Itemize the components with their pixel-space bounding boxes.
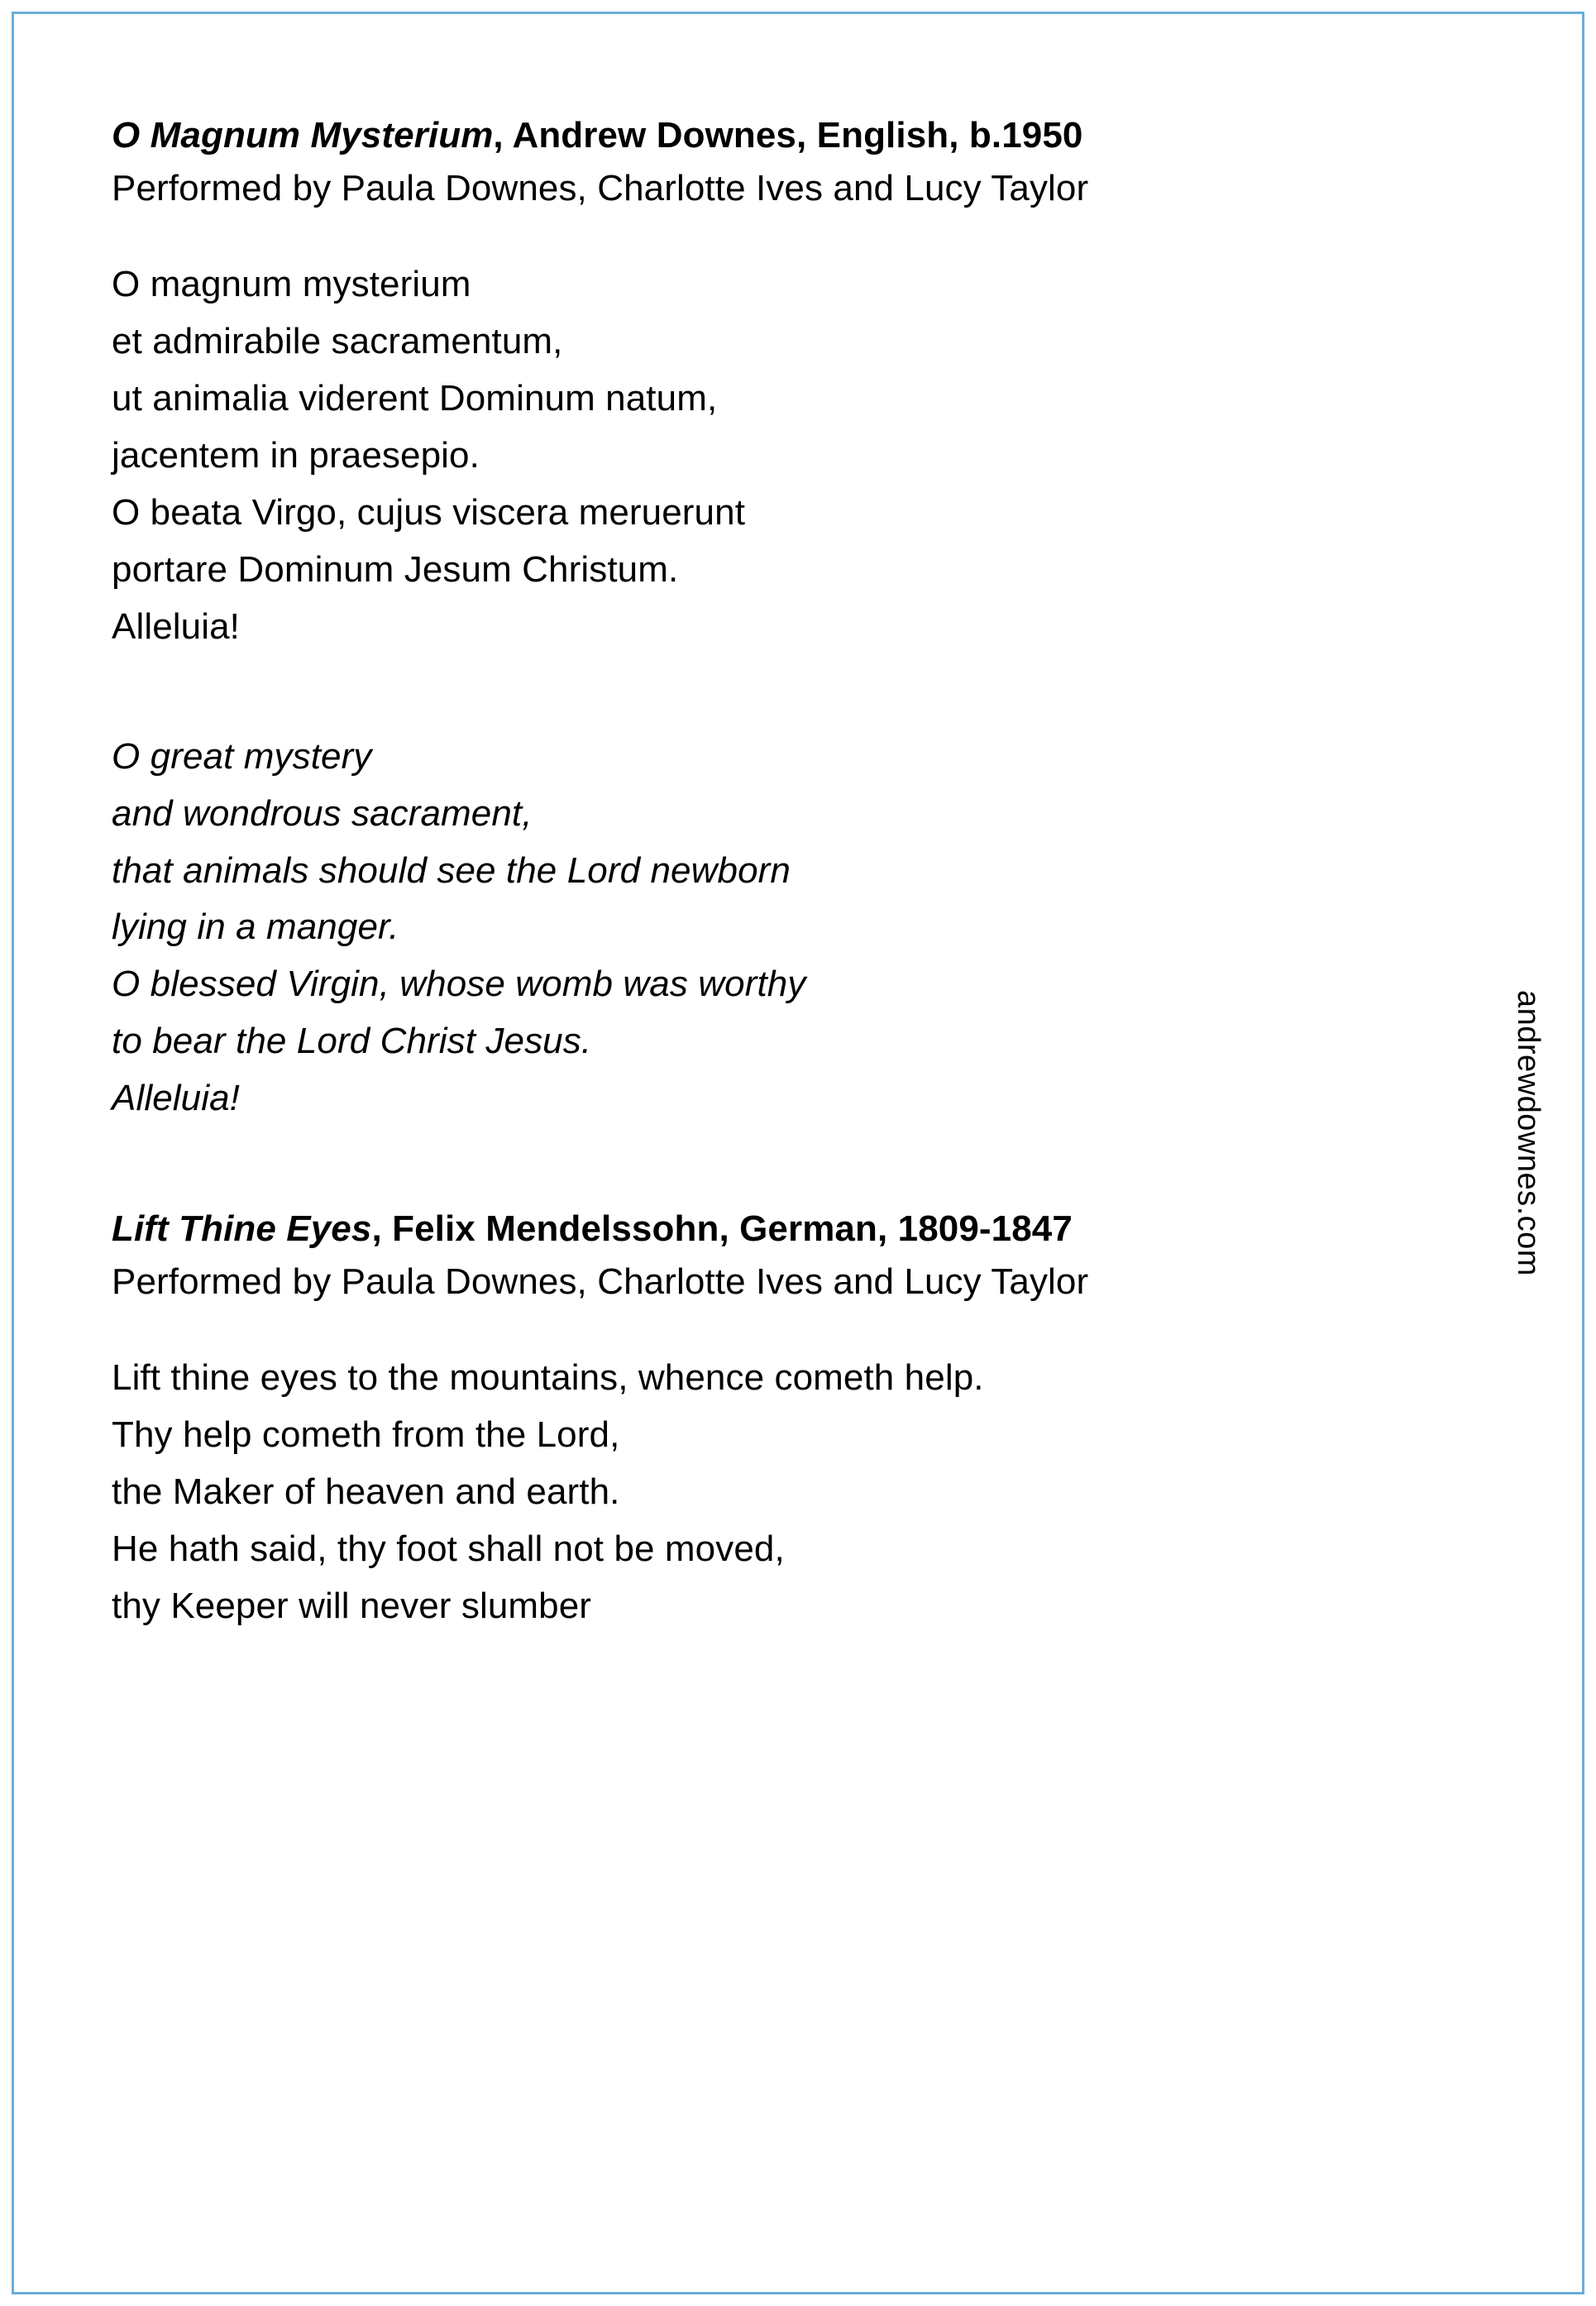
piece-performers-2: Performed by Paula Downes, Charlotte Ives and Lucy Taylor [112, 1261, 1089, 1302]
lyric-line: Alleluia! [112, 605, 240, 647]
piece-title-2-credits: , Felix Mendelssohn, German, 1809-1847 [371, 1208, 1073, 1250]
piece-translation-1 [112, 735, 1402, 1120]
piece-title-1-credits: , Andrew Downes, English, b.1950 [493, 115, 1083, 155]
spacer [112, 663, 1402, 735]
lyric-line: O beata Virgo, cujus viscera meruerunt [112, 491, 746, 533]
lyric-line: jacentem in praesepio. [112, 435, 480, 476]
lyric-line: thy Keeper will never slumber [112, 1586, 592, 1626]
spacer [112, 1134, 1402, 1207]
lyric-line: He hath said, thy foot shall not be moved, [112, 1529, 785, 1570]
piece-title-1 [112, 113, 1402, 158]
translation-line: that animals should see the Lord newborn [112, 849, 791, 891]
lyric-line: Thy help cometh from the Lord, [112, 1414, 620, 1456]
lyric-line: ut animalia viderent Dominum natum, [112, 378, 718, 419]
translation-line: O blessed Virgin, whose womb was worthy [112, 964, 806, 1005]
program-content [112, 113, 1402, 1642]
translation-line: Alleluia! [112, 1078, 240, 1119]
page-border [12, 12, 1584, 2294]
website-url: andrewdownes.com [1511, 990, 1546, 1276]
lyric-line: portare Dominum Jesum Christum. [112, 548, 679, 590]
translation-line: lying in a manger. [112, 907, 399, 948]
spacer [112, 210, 1402, 263]
piece-lyrics-1 [112, 263, 1402, 648]
lyric-line: O magnum mysterium [112, 264, 471, 305]
lyric-line: Lift thine eyes to the mountains, whence cometh help. [112, 1357, 984, 1399]
translation-line: to bear the Lord Christ Jesus. [112, 1021, 592, 1062]
piece-lyrics-2 [112, 1356, 1402, 1628]
translation-line: and wondrous sacrament, [112, 792, 533, 834]
piece-performers-1: Performed by Paula Downes, Charlotte Ives and Lucy Taylor [112, 167, 1089, 208]
lyric-line: et admirabile sacramentum, [112, 321, 563, 362]
lyric-line: the Maker of heaven and earth. [112, 1471, 620, 1513]
piece-title-2-work: Lift Thine Eyes [112, 1208, 372, 1250]
piece-title-1-work: O Magnum Mysterium [112, 115, 494, 155]
translation-line: O great mystery [112, 735, 372, 777]
spacer [112, 1304, 1402, 1356]
piece-title-2 [112, 1207, 1402, 1251]
